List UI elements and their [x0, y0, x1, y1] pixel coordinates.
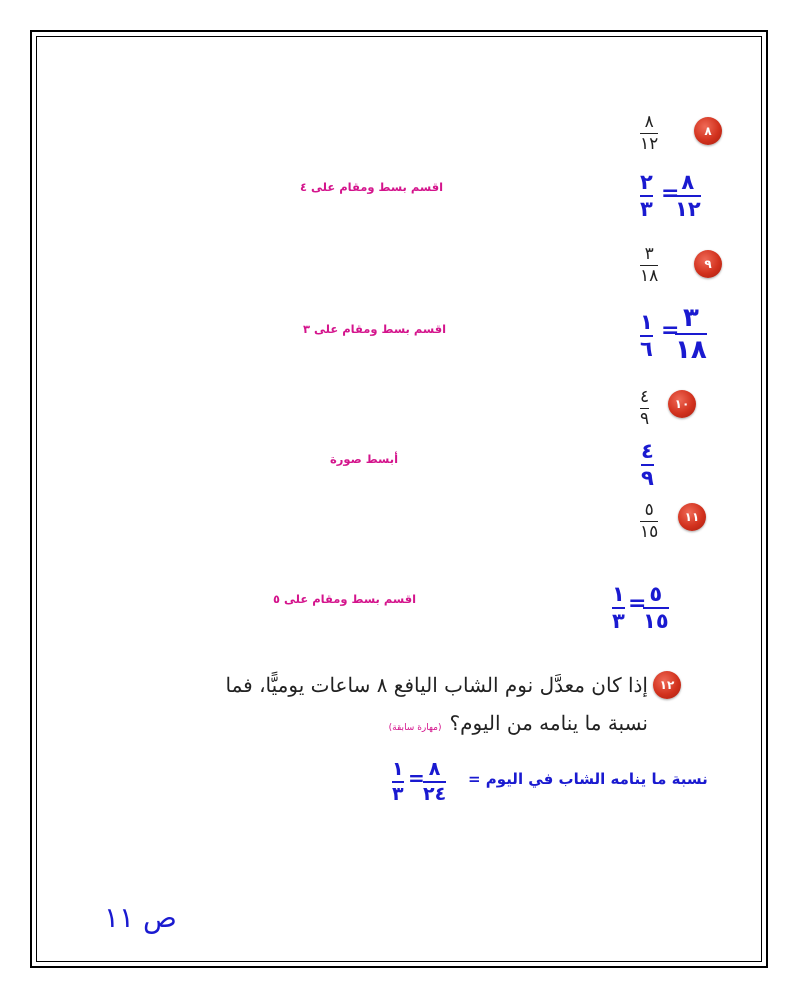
problem-11-badge: ١١ [678, 503, 706, 531]
problem-10-given-fraction [640, 389, 649, 428]
numerator: ٨ [428, 758, 441, 780]
denominator: ١٢ [640, 134, 659, 154]
page-number: ص ١١ [104, 901, 177, 934]
problem-8-given-fraction [640, 114, 658, 153]
denominator: ٩ [641, 466, 654, 490]
problem-9-given-fraction [640, 246, 658, 285]
problem-11-answer-right [643, 584, 669, 632]
question-line-1: إذا كان معدَّل نوم الشاب اليافع ٨ ساعات يوميًّا، فما [225, 673, 648, 697]
denominator: ١٨ [640, 266, 659, 286]
numerator: ٨ [681, 170, 695, 194]
problem-9-note: اقسم بسط ومقام على ٣ [303, 322, 447, 336]
numerator: ٢ [640, 170, 653, 194]
numerator: ١ [640, 310, 653, 334]
problem-11-given-fraction [640, 502, 658, 541]
skill-tag: (مهارة سابقة) [388, 723, 442, 733]
problem-12-badge: ١٢ [653, 671, 681, 699]
denominator: ٩ [640, 409, 650, 429]
page-inner-border [36, 36, 762, 962]
denominator: ١٥ [643, 609, 669, 633]
problem-11-answer-left [612, 584, 625, 632]
problem-9-badge: ٩ [694, 250, 722, 278]
numerator: ٥ [649, 582, 663, 606]
denominator: ٣ [392, 783, 404, 805]
numerator: ١ [612, 582, 625, 606]
problem-12-question [128, 666, 648, 747]
numerator: ٥ [644, 500, 654, 520]
denominator: ٣ [640, 197, 653, 221]
problem-9-answer-right [675, 305, 707, 363]
problem-10-answer [641, 441, 654, 489]
equals-sign: = [661, 181, 680, 206]
problem-10-note: أبسط صورة [330, 452, 399, 466]
problem-10-badge: ١٠ [668, 390, 696, 418]
question-line-2-text: نسبة ما ينامه من اليوم؟ [449, 711, 648, 735]
problem-12-answer-left [392, 760, 404, 804]
problem-8-badge: ٨ [694, 117, 722, 145]
problem-12-answer-label: نسبة ما ينامه الشاب في اليوم = [468, 770, 708, 788]
numerator: ١ [392, 758, 404, 780]
problem-11-note: اقسم بسط ومقام على ٥ [273, 592, 417, 606]
equals-sign: = [628, 591, 647, 616]
denominator: ١٨ [675, 335, 707, 365]
problem-8-note: اقسم بسط ومقام على ٤ [300, 180, 444, 194]
question-line-2 [128, 704, 648, 747]
numerator: ٨ [644, 112, 654, 132]
denominator: ٣ [612, 609, 625, 633]
numerator: ٤ [641, 439, 654, 463]
numerator: ٤ [640, 387, 650, 407]
problem-8-answer-left [640, 172, 653, 220]
denominator: ١٢ [675, 197, 701, 221]
denominator: ١٥ [640, 522, 659, 542]
problem-12-answer-mid [423, 760, 446, 804]
numerator: ٣ [682, 303, 699, 333]
equals-sign: = [408, 766, 425, 790]
problem-9-answer-left [640, 312, 653, 360]
denominator: ٦ [640, 337, 653, 361]
numerator: ٣ [644, 244, 654, 264]
equals-sign: = [661, 318, 680, 343]
denominator: ٢٤ [423, 783, 447, 805]
problem-8-answer-right [675, 172, 701, 220]
